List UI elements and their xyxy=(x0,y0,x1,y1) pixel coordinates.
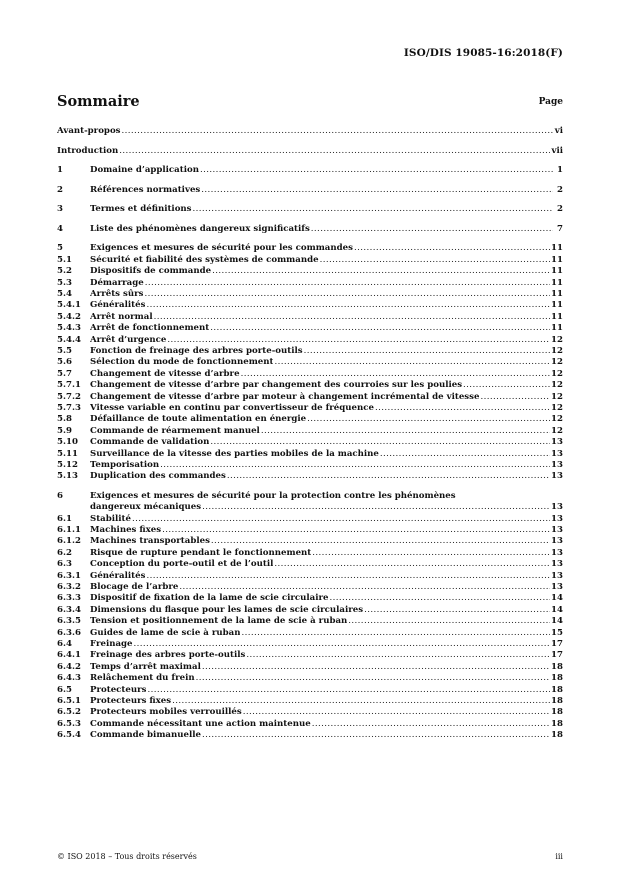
toc-entry-number: 4 xyxy=(57,223,63,234)
toc-entry-number: 5.4 xyxy=(57,289,72,300)
toc-entry-title: Références normatives xyxy=(90,184,201,195)
toc-entry-page: vii xyxy=(551,145,563,156)
toc-entry-number: 6.3.6 xyxy=(57,627,81,638)
toc-entry-page: 13 xyxy=(551,570,563,581)
footer-page-number: iii xyxy=(555,852,563,861)
toc-entry-number: 5.4.1 xyxy=(57,300,81,311)
toc-entry[interactable] xyxy=(57,605,563,616)
toc-entry[interactable] xyxy=(57,289,563,300)
toc-leader-dots xyxy=(202,730,550,741)
toc-entry-title: Temporisation xyxy=(90,459,160,470)
toc-entry-number: 5.10 xyxy=(57,437,78,448)
toc-leader-dots xyxy=(172,696,550,707)
toc-entry-page: 15 xyxy=(551,627,563,638)
toc-entry-page: 11 xyxy=(551,289,563,300)
toc-entry[interactable] xyxy=(57,525,563,536)
toc-entry-page: 13 xyxy=(551,547,563,558)
toc-entry-number: 5.4.2 xyxy=(57,311,81,322)
toc-entry[interactable] xyxy=(57,357,563,368)
toc-entry-title: Changement de vitesse d’arbre xyxy=(90,368,240,379)
toc-entry-number: 5.6 xyxy=(57,357,72,368)
table-of-contents xyxy=(57,126,563,741)
toc-entry[interactable] xyxy=(57,126,563,137)
toc-entry-number: 5.12 xyxy=(57,459,78,470)
toc-entry-number: 5.4.4 xyxy=(57,334,81,345)
toc-entry-page: 11 xyxy=(551,254,563,265)
toc-leader-dots xyxy=(146,571,550,582)
toc-entry-title: Protecteurs mobiles verrouillés xyxy=(90,707,242,718)
toc-entry[interactable] xyxy=(57,471,563,482)
toc-entry[interactable] xyxy=(57,255,563,266)
toc-entry-title: Blocage de l’arbre xyxy=(90,581,179,592)
toc-entry-number: 6.4.2 xyxy=(57,661,81,672)
toc-entry[interactable] xyxy=(57,392,563,403)
toc-entry-number: 5.7 xyxy=(57,368,72,379)
toc-entry[interactable] xyxy=(57,266,563,277)
toc-leader-dots xyxy=(307,414,550,425)
toc-entry[interactable] xyxy=(57,243,563,254)
toc-entry[interactable] xyxy=(57,491,563,502)
toc-entry-title: Termes et définitions xyxy=(90,204,192,215)
toc-leader-dots xyxy=(274,559,550,570)
toc-entry[interactable] xyxy=(57,403,563,414)
toc-entry-number: 6.4.3 xyxy=(57,673,81,684)
toc-entry[interactable] xyxy=(57,426,563,437)
toc-entry-number: 5.7.2 xyxy=(57,391,81,402)
toc-leader-dots xyxy=(211,536,550,547)
toc-entry-title: Freinage xyxy=(90,638,133,649)
toc-entry-title: Tension et positionnement de la lame de scie à ruban xyxy=(90,616,348,627)
toc-entry[interactable] xyxy=(57,650,563,661)
toc-leader-dots xyxy=(144,289,550,300)
toc-entry-page: 17 xyxy=(551,650,563,661)
toc-entry-page: 11 xyxy=(551,243,563,254)
toc-entry-number: 5.9 xyxy=(57,425,72,436)
toc-entry-title: Fonction de freinage des arbres porte-outils xyxy=(90,345,303,356)
toc-entry-number: 6.3 xyxy=(57,559,72,570)
toc-entry-title: Changement de vitesse d’arbre par changement des courroies sur les poulies xyxy=(90,380,463,391)
toc-entry-title: Introduction xyxy=(57,145,119,156)
toc-leader-dots xyxy=(146,300,550,311)
toc-entry[interactable] xyxy=(57,346,563,357)
toc-entry-number: 5.7.3 xyxy=(57,402,81,413)
toc-leader-dots xyxy=(132,514,550,525)
toc-entry[interactable] xyxy=(57,616,563,627)
toc-entry-page: 18 xyxy=(551,730,563,741)
toc-entry-number: 5.7.1 xyxy=(57,380,81,391)
toc-entry[interactable] xyxy=(57,502,563,513)
toc-entry[interactable] xyxy=(57,300,563,311)
toc-leader-dots xyxy=(154,312,550,323)
toc-entry-title: Défaillance de toute alimentation en énergie xyxy=(90,414,307,425)
toc-entry-title: Stabilité xyxy=(90,513,131,524)
toc-leader-dots xyxy=(364,605,550,616)
toc-entry-title: Commande bimanuelle xyxy=(90,730,201,741)
toc-entry-number: 5.3 xyxy=(57,277,72,288)
toc-entry-title: Machines transportables xyxy=(90,536,210,547)
toc-leader-dots xyxy=(312,719,550,730)
toc-leader-dots xyxy=(241,628,550,639)
toc-entry-page: 7 xyxy=(557,223,563,234)
toc-entry-number: 5.11 xyxy=(57,448,78,459)
toc-entry-title: Généralités xyxy=(90,300,146,311)
toc-entry-title: Protecteurs fixes xyxy=(90,695,172,706)
toc-leader-dots xyxy=(200,165,553,176)
toc-entry-title: Sécurité et fiabilité des systèmes de commande xyxy=(90,254,319,265)
toc-entry-page: 17 xyxy=(551,638,563,649)
toc-leader-dots xyxy=(147,685,550,696)
toc-leader-dots xyxy=(246,650,550,661)
toc-leader-dots xyxy=(201,185,553,196)
toc-entry[interactable] xyxy=(57,639,563,650)
toc-entry-number: 5.4.3 xyxy=(57,323,81,334)
toc-leader-dots xyxy=(179,582,550,593)
toc-entry-number: 6.5.1 xyxy=(57,695,81,706)
footer-copyright: © ISO 2018 – Tous droits réservés xyxy=(57,852,197,861)
toc-entry-title: Risque de rupture pendant le fonctionnement xyxy=(90,547,312,558)
toc-entry-title: Domaine d’application xyxy=(90,165,199,176)
toc-leader-dots xyxy=(227,471,550,482)
toc-entry-title: Arrêts sûrs xyxy=(90,289,144,300)
toc-entry-title: Arrêt normal xyxy=(90,311,153,322)
toc-leader-dots xyxy=(320,255,550,266)
toc-entry-title: Relâchement du frein xyxy=(90,673,195,684)
toc-entry-page: 13 xyxy=(551,448,563,459)
toc-entry-number: 5.13 xyxy=(57,471,78,482)
page-column-label: Page xyxy=(538,97,563,107)
toc-entry-number: 6.3.3 xyxy=(57,593,81,604)
toc-entry-page: 11 xyxy=(551,311,563,322)
toc-entry[interactable] xyxy=(57,437,563,448)
toc-entry-number: 6.1.2 xyxy=(57,536,81,547)
toc-entry-number: 6.3.5 xyxy=(57,616,81,627)
toc-entry-page: 2 xyxy=(557,184,563,195)
toc-entry[interactable] xyxy=(57,449,563,460)
toc-entry[interactable] xyxy=(57,696,563,707)
toc-entry-page: 18 xyxy=(551,718,563,729)
toc-entry[interactable] xyxy=(57,673,563,684)
toc-leader-dots xyxy=(202,502,550,513)
toc-entry[interactable] xyxy=(57,628,563,639)
toc-entry-number: 6.4.1 xyxy=(57,650,81,661)
toc-entry[interactable] xyxy=(57,548,563,559)
toc-entry-title: Démarrage xyxy=(90,277,144,288)
toc-entry-title: Surveillance de la vitesse des parties mobiles de la machine xyxy=(90,448,379,459)
toc-entry-page: 11 xyxy=(551,300,563,311)
toc-entry-title: Généralités xyxy=(90,570,146,581)
toc-entry-page: 13 xyxy=(551,471,563,482)
toc-entry-page: 12 xyxy=(551,402,563,413)
toc-entry-number: 6.5.2 xyxy=(57,707,81,718)
toc-leader-dots xyxy=(160,460,550,471)
toc-leader-dots xyxy=(243,707,550,718)
document-id: ISO/DIS 19085-16:2018(F) xyxy=(403,47,563,59)
toc-entry-title: Protecteurs xyxy=(90,684,147,695)
toc-entry-title: Conception du porte-outil et de l’outil xyxy=(90,559,274,570)
toc-leader-dots xyxy=(463,380,550,391)
toc-entry-number: 6.3.1 xyxy=(57,570,81,581)
toc-entry-title: Dispositif de fixation de la lame de scie circulaire xyxy=(90,593,329,604)
toc-entry[interactable] xyxy=(57,514,563,525)
toc-entry-number: 6.3.4 xyxy=(57,604,81,615)
toc-entry-page: 14 xyxy=(551,616,563,627)
toc-entry-page: 11 xyxy=(551,277,563,288)
toc-entry-page: 18 xyxy=(551,673,563,684)
toc-entry-number: 6.1 xyxy=(57,513,72,524)
toc-entry-title: Dimensions du flasque pour les lames de scie circulaires xyxy=(90,604,364,615)
toc-entry[interactable] xyxy=(57,460,563,471)
toc-entry-number: 6.1.1 xyxy=(57,525,81,536)
toc-entry[interactable] xyxy=(57,707,563,718)
toc-leader-dots xyxy=(210,437,550,448)
toc-entry-number: 6.3.2 xyxy=(57,581,81,592)
toc-entry-page: 11 xyxy=(551,266,563,277)
toc-entry-page: 12 xyxy=(551,380,563,391)
toc-entry[interactable] xyxy=(57,685,563,696)
toc-entry-page: 1 xyxy=(557,165,563,176)
toc-entry-title: Liste des phénomènes dangereux significatifs xyxy=(90,223,310,234)
toc-entry-title: Commande nécessitant une action maintenue xyxy=(90,718,311,729)
toc-entry-page: vi xyxy=(554,126,563,136)
toc-leader-dots xyxy=(261,426,550,437)
toc-entry-number: 5.1 xyxy=(57,254,72,265)
toc-entry-title: Exigences et mesures de sécurité pour la protection contre les phénomènes xyxy=(90,490,456,501)
toc-entry-number: 5 xyxy=(57,243,63,254)
toc-entry-number: 6.5.3 xyxy=(57,718,81,729)
toc-entry-page: 13 xyxy=(551,437,563,448)
toc-entry[interactable] xyxy=(57,571,563,582)
toc-entry[interactable] xyxy=(57,323,563,334)
toc-entry-title: Duplication des commandes xyxy=(90,471,226,482)
toc-entry-page: 12 xyxy=(551,368,563,379)
toc-leader-dots xyxy=(375,403,550,414)
toc-entry-number: 6.5.4 xyxy=(57,730,81,741)
toc-entry-page: 13 xyxy=(551,513,563,524)
toc-entry[interactable] xyxy=(57,380,563,391)
toc-entry-number: 6.2 xyxy=(57,547,72,558)
toc-entry-title: Changement de vitesse d’arbre par moteur à changement incrémental de vitesse xyxy=(90,391,480,402)
toc-entry-page: 12 xyxy=(551,391,563,402)
toc-leader-dots xyxy=(312,548,550,559)
toc-entry-page: 18 xyxy=(551,707,563,718)
toc-entry[interactable] xyxy=(57,536,563,547)
toc-leader-dots xyxy=(241,369,550,380)
toc-entry-page: 14 xyxy=(551,604,563,615)
toc-entry-title: Temps d’arrêt maximal xyxy=(90,661,201,672)
toc-leader-dots xyxy=(134,639,551,650)
toc-entry-number: 1 xyxy=(57,165,63,176)
toc-entry-page: 18 xyxy=(551,684,563,695)
toc-entry-page: 12 xyxy=(551,334,563,345)
toc-entry-number: 2 xyxy=(57,184,63,195)
toc-leader-dots xyxy=(329,593,550,604)
toc-leader-dots xyxy=(193,204,553,215)
toc-entry-title: Arrêt d’urgence xyxy=(90,334,167,345)
toc-leader-dots xyxy=(311,224,553,235)
toc-entry-title: Commande de réarmement manuel xyxy=(90,425,260,436)
toc-entry-page: 18 xyxy=(551,695,563,706)
toc-leader-dots xyxy=(380,449,550,460)
toc-leader-dots xyxy=(274,357,550,368)
toc-entry[interactable] xyxy=(57,312,563,323)
toc-entry-page: 13 xyxy=(551,581,563,592)
toc-leader-dots xyxy=(210,323,550,334)
toc-leader-dots xyxy=(162,525,550,536)
toc-leader-dots xyxy=(354,243,550,254)
toc-entry[interactable] xyxy=(57,278,563,289)
toc-entry-page: 12 xyxy=(551,414,563,425)
toc-entry[interactable] xyxy=(57,582,563,593)
toc-entry[interactable] xyxy=(57,730,563,741)
toc-entry[interactable] xyxy=(57,335,563,346)
toc-entry[interactable] xyxy=(57,559,563,570)
toc-entry-title: Dispositifs de commande xyxy=(90,266,212,277)
toc-entry-page: 13 xyxy=(551,559,563,570)
toc-entry-page: 12 xyxy=(551,425,563,436)
toc-entry[interactable] xyxy=(57,414,563,425)
toc-entry-number: 5.8 xyxy=(57,414,72,425)
toc-entry[interactable] xyxy=(57,165,563,176)
toc-entry[interactable] xyxy=(57,593,563,604)
toc-leader-dots xyxy=(304,346,550,357)
toc-entry[interactable] xyxy=(57,204,563,215)
toc-entry-title: Commande de validation xyxy=(90,437,210,448)
toc-leader-dots xyxy=(212,266,550,277)
toc-entry[interactable] xyxy=(57,146,563,157)
toc-entry-title: Machines fixes xyxy=(90,525,162,536)
toc-leader-dots xyxy=(348,616,550,627)
toc-entry-number: 5.5 xyxy=(57,345,72,356)
toc-entry-page: 14 xyxy=(551,593,563,604)
toc-entry-page: 12 xyxy=(551,345,563,356)
toc-leader-dots xyxy=(196,673,550,684)
toc-leader-dots xyxy=(480,392,550,403)
toc-entry-page: 13 xyxy=(551,502,563,513)
toc-entry-title: Sélection du mode de fonctionnement xyxy=(90,357,274,368)
toc-entry[interactable] xyxy=(57,224,563,235)
toc-entry-title: Arrêt de fonctionnement xyxy=(90,323,210,334)
toc-entry-title: Guides de lame de scie à ruban xyxy=(90,627,241,638)
toc-entry-title: Exigences et mesures de sécurité pour les commandes xyxy=(90,243,353,254)
toc-leader-dots xyxy=(202,662,550,673)
toc-entry[interactable] xyxy=(57,662,563,673)
toc-entry-page: 12 xyxy=(551,357,563,368)
toc-entry-number: 3 xyxy=(57,204,63,215)
toc-leader-dots xyxy=(122,126,553,137)
page-title: Sommaire xyxy=(57,93,140,110)
toc-entry-title: Avant-propos xyxy=(57,126,121,136)
toc-leader-dots xyxy=(167,335,550,346)
toc-leader-dots xyxy=(119,146,550,157)
toc-entry-number: 6.4 xyxy=(57,638,72,649)
toc-entry-page: 2 xyxy=(557,204,563,215)
toc-entry-title: Freinage des arbres porte-outils xyxy=(90,650,246,661)
toc-leader-dots xyxy=(145,278,550,289)
toc-entry-number: 6 xyxy=(57,490,63,501)
toc-entry[interactable] xyxy=(57,185,563,196)
toc-entry-page: 11 xyxy=(551,323,563,334)
toc-entry-page: 18 xyxy=(551,661,563,672)
toc-entry-title: dangereux mécaniques xyxy=(90,502,202,513)
toc-entry-page: 13 xyxy=(551,459,563,470)
toc-entry-number: 6.5 xyxy=(57,684,72,695)
toc-entry[interactable] xyxy=(57,719,563,730)
toc-entry[interactable] xyxy=(57,369,563,380)
toc-entry-page: 13 xyxy=(551,525,563,536)
toc-entry-number: 5.2 xyxy=(57,266,72,277)
toc-entry-title: Vitesse variable en continu par convertisseur de fréquence xyxy=(90,402,374,413)
toc-entry-page: 13 xyxy=(551,536,563,547)
